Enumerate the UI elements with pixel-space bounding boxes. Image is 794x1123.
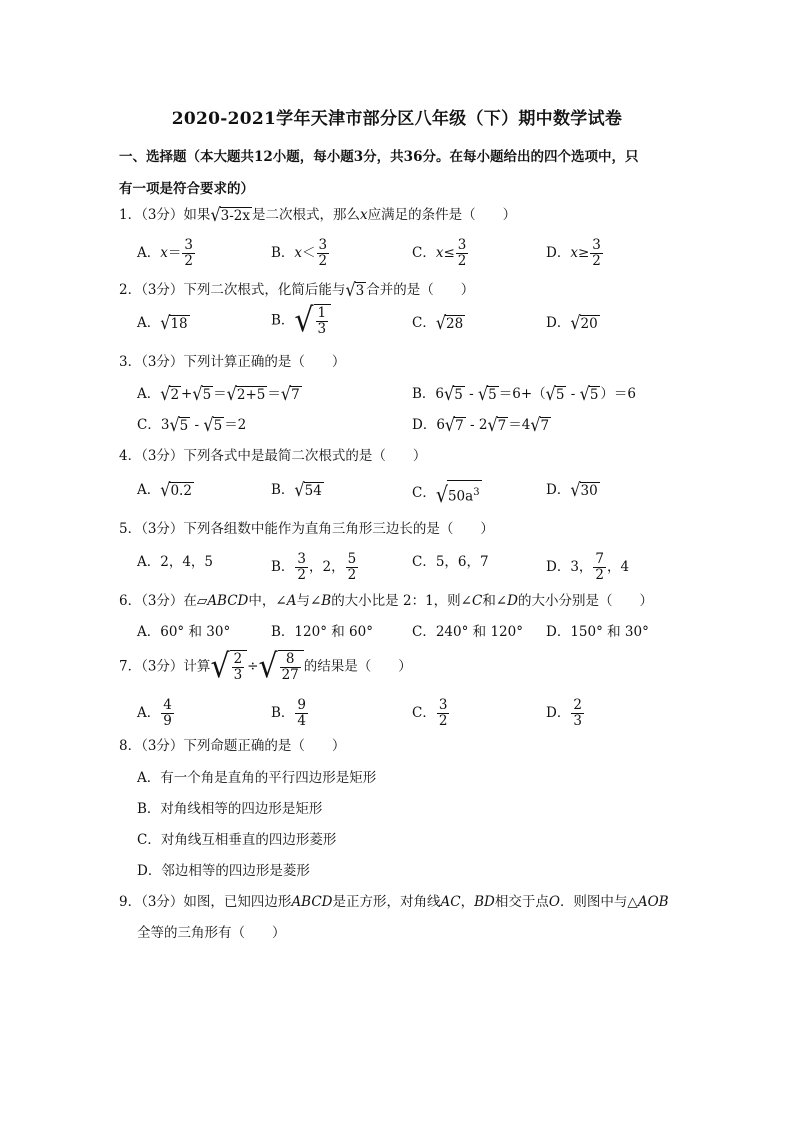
q6-option-d[interactable]: D．150° 和 30° (546, 624, 649, 640)
question-4: 4．（3分）下列各式中是最简二次根式的是（ ） (119, 448, 427, 464)
q6-option-b[interactable]: B．120° 和 60° (271, 624, 373, 640)
q7-option-c[interactable]: C． $\frac{3}{2}$ (412, 697, 448, 729)
q4-option-c[interactable]: C．$√50a^3$ (412, 481, 480, 508)
question-1: 1．（3分）如果√3-2x 是二次根式，那么x应满足的条件是（ ） (119, 203, 517, 226)
q3-option-b[interactable]: B．6√5 - √5 ＝6+（√5 - √5 ）＝6 (412, 382, 637, 405)
q2-option-a[interactable]: A．√18 (137, 311, 188, 334)
question-5: 5．（3分）下列各组数中能作为直角三角形三边长的是（ ） (119, 521, 494, 537)
sqrt-3-2x: √3-2x (210, 203, 250, 226)
q8-option-d[interactable]: D．邻边相等的四边形是菱形 (137, 863, 310, 879)
q4-option-b[interactable]: B．√54 (271, 478, 322, 501)
q6-option-a[interactable]: A．60° 和 30° (137, 624, 231, 640)
q6-option-c[interactable]: C．240° 和 120° (412, 624, 523, 640)
q2-option-d[interactable]: D．√20 (546, 311, 598, 334)
q5-option-a[interactable]: A．2，4，5 (137, 554, 214, 570)
q3-option-a[interactable]: A．√2 +√5 ＝√2+5 ＝√7 (137, 382, 300, 405)
q7-option-a[interactable]: A． $\frac{4}{9}$ (137, 697, 172, 729)
q1-option-b[interactable]: B．x＜ $\frac{3}{2}$ (271, 237, 328, 269)
q7-option-b[interactable]: B． $\frac{9}{4}$ (271, 697, 307, 729)
q7-option-d[interactable]: D． $\frac{2}{3}$ (546, 697, 582, 729)
q5-option-b[interactable]: B． $\frac{3}{2}$ ，2， $\frac{5}{2}$ (271, 551, 357, 583)
question-9-line2: 全等的三角形有（ ） (137, 925, 286, 941)
page-title: 2020-2021学年天津市部分区八年级（下）期中数学试卷 (171, 109, 623, 129)
q4-option-d[interactable]: D．√30 (546, 478, 598, 501)
q8-option-c[interactable]: C．对角线互相垂直的四边形菱形 (137, 832, 337, 848)
section-heading-line2: 有一项是符合要求的） (119, 181, 254, 197)
q1-option-a[interactable]: A．x＝ $\frac{3}{2}$ (137, 237, 193, 269)
q5-option-c[interactable]: C．5，6，7 (412, 554, 489, 570)
q8-option-b[interactable]: B．对角线相等的四边形是矩形 (137, 801, 323, 817)
q4-option-a[interactable]: A．√0.2 (137, 478, 192, 501)
q2-option-b[interactable]: B． √ $\frac{1}{3}$ (271, 304, 331, 338)
q8-option-a[interactable]: A．有一个角是直角的平行四边形是矩形 (137, 770, 377, 786)
section-heading-line1: 一、选择题（本大题共12小题，每小题3分，共36分。在每小题给出的四个选项中，只 (119, 149, 639, 165)
question-6: 6．（3分）在▱ABCD中，∠A与∠B的大小比是 2：1，则∠C和∠D的大小分别是（ ） (119, 593, 653, 609)
q1-option-d[interactable]: D．x≥ $\frac{3}{2}$ (546, 237, 601, 269)
question-3: 3．（3分）下列计算正确的是（ ） (119, 354, 346, 370)
q5-option-d[interactable]: D．3， $\frac{7}{2}$ ，4 (546, 551, 630, 583)
q1-option-c[interactable]: C．x≤ $\frac{3}{2}$ (412, 237, 467, 269)
question-9: 9．（3分）如图，已知四边形ABCD是正方形，对角线AC，BD相交于点O．则图中与△AOB (119, 894, 669, 910)
q3-option-d[interactable]: D．6√7 - 2√7 ＝4√7 (412, 413, 550, 436)
q3-option-c[interactable]: C．3√5 - √5 ＝2 (137, 413, 247, 436)
question-2: 2．（3分）下列二次根式，化简后能与√3 合并的是（ ） (119, 278, 475, 301)
q2-option-c[interactable]: C．√28 (412, 311, 464, 334)
question-8: 8．（3分）下列命题正确的是（ ） (119, 738, 346, 754)
sqrt-3: √3 (345, 278, 365, 301)
question-7: 7．（3分）计算 √ $\frac{2}{3}$ ÷ √ $\frac{8}{27}$ 的结果是（ ） (119, 647, 412, 686)
